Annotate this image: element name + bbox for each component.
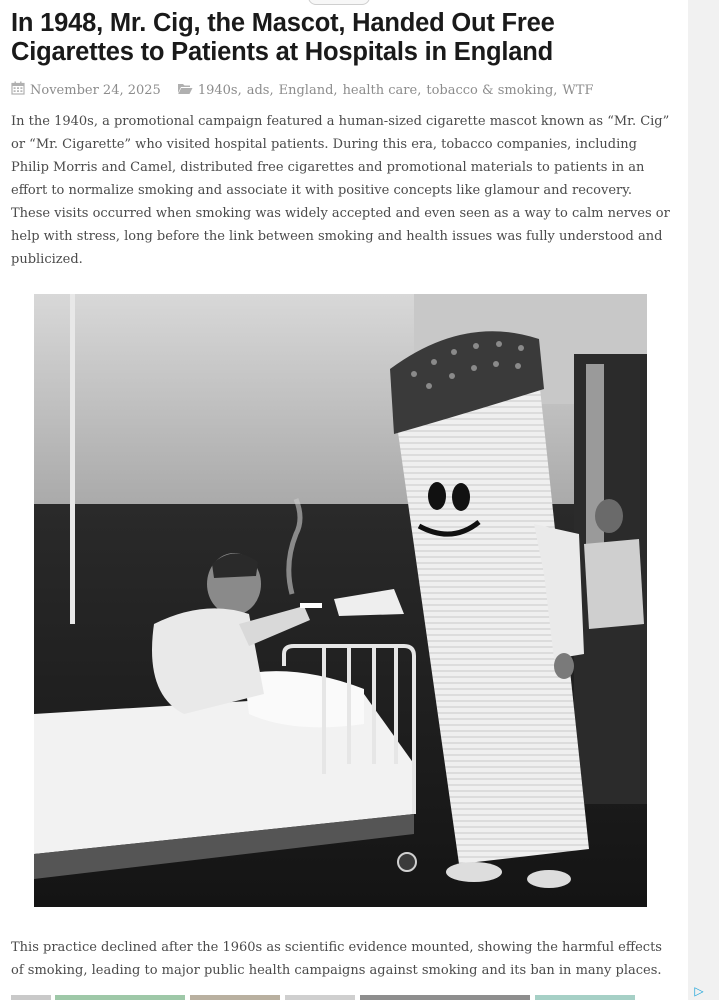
ad-strip	[535, 995, 635, 1000]
top-tab[interactable]	[308, 0, 370, 5]
folder-icon	[177, 82, 193, 99]
article-meta: November 24, 2025 1940s , ads , England , health care , tobacco & smoking , WTF	[11, 80, 681, 100]
ad-strip	[285, 995, 355, 1000]
category-link[interactable]: tobacco & smoking	[426, 82, 554, 98]
article-paragraph: This practice declined after the 1960s as scientific evidence mounted, showing the harmful effects of smoking, leading to major public health campaigns against smoking and its ban in many places.	[11, 940, 662, 978]
post-date: November 24, 2025	[30, 82, 161, 98]
ad-strip	[190, 995, 280, 1000]
adchoices-icon[interactable]: ▷	[694, 984, 704, 998]
category-link[interactable]: health care	[342, 82, 418, 98]
category-link[interactable]: England	[278, 82, 334, 98]
category-link[interactable]: WTF	[562, 82, 594, 98]
ad-strip	[55, 995, 185, 1000]
category-link[interactable]: 1940s	[197, 82, 238, 98]
scrollbar[interactable]	[688, 0, 719, 1000]
article-paragraph: In the 1940s, a promotional campaign featured a human-sized cigarette mascot known as “Mr. Cig” or “Mr. Cigarette” who visited hospital patients. During this era, tobacco companies, including Philip Morris and Camel, distributed free cigarettes and promotional materials to patients in an effort to normalize smoking and associate it with positive concepts like glamour and recovery. These visits occurred when smoking was widely accepted and even seen as a way to calm nerves or help with stress, long before the link between smoking and health issues was fully understood and publicized.	[11, 114, 670, 267]
article-photo	[34, 294, 647, 907]
calendar-icon	[11, 81, 25, 99]
ad-strip	[360, 995, 530, 1000]
ad-strip	[11, 995, 51, 1000]
page-title: In 1948, Mr. Cig, the Mascot, Handed Out Free Cigarettes to Patients at Hospitals in England	[11, 9, 555, 66]
category-link[interactable]: ads	[246, 82, 270, 98]
